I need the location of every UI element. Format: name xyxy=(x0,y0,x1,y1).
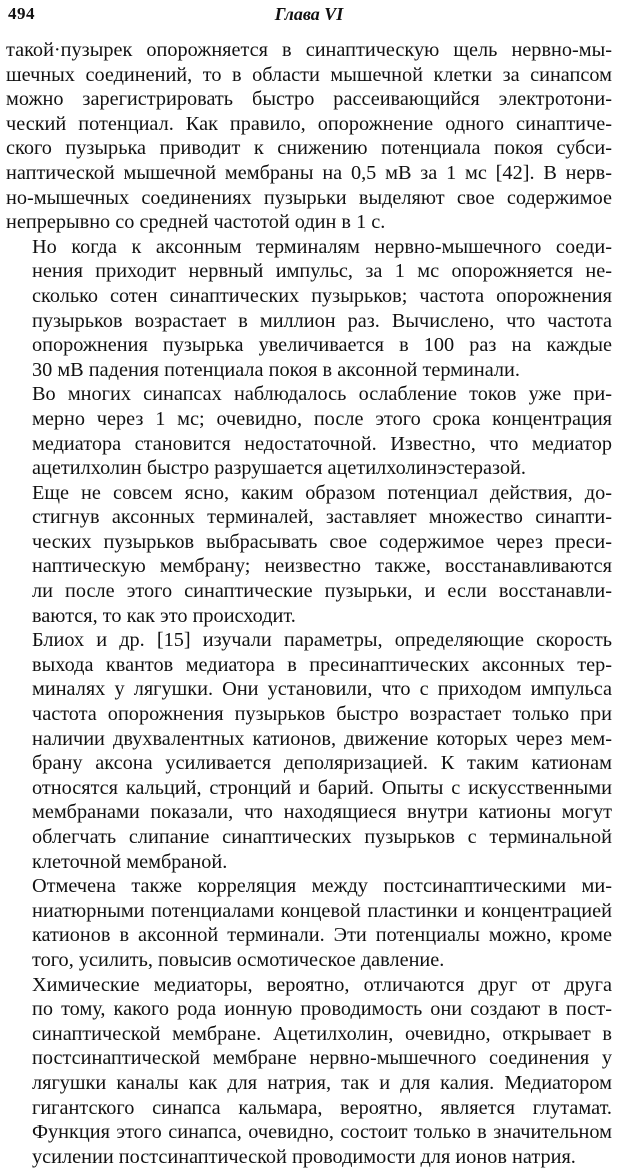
text-line: выхода квантов медиатора в пресинаптических аксонных тер- xyxy=(32,653,612,676)
text-line: пузырьков возрастает в миллион раз. Вычислено, что частота xyxy=(32,309,612,332)
text-line: усилении постсинаптической проводимости для ионов натрия. xyxy=(32,1145,576,1168)
text-line: ческий потенциал. Как правило, опорожнение одного синаптиче- xyxy=(6,112,612,135)
text-line: того, усилить, повысив осмотическое давление. xyxy=(32,948,445,971)
text-line: Блиох и др. [15] изучали параметры, определяющие скорость xyxy=(32,629,612,652)
text-line: Во многих синапсах наблюдалось ослабление токов уже при- xyxy=(32,383,612,406)
text-line: Функция этого синапса, очевидно, состоит только в значительном xyxy=(32,1121,612,1144)
text-line: синаптической мембране. Ацетилхолин, очевидно, открывает в xyxy=(32,1022,612,1045)
text-line: миналях у лягушки. Они установили, что с приходом импульса xyxy=(32,678,612,701)
text-line: клеточной мембраной. xyxy=(32,850,228,873)
text-line: облегчать слипание синаптических пузырьков с терминальной xyxy=(32,826,612,848)
text-line: ниатюрными потенциалами концевой пластинки и концентрацией xyxy=(32,899,612,922)
paragraph xyxy=(6,382,612,480)
text-line: ского пузырька приводит к снижению потенциала покоя субси- xyxy=(6,137,612,160)
text-line: Химические медиаторы, вероятно, отличаются друг от друга xyxy=(32,973,612,996)
text-line: можно зарегистрировать быстро рассеивающийся электротони- xyxy=(6,88,612,111)
page-number: 494 xyxy=(8,4,35,23)
text-line: стигнув аксонных терминалей, заставляет множество синапти- xyxy=(32,506,612,529)
text-line: наличии двухвалентных катионов, движение которых через мем- xyxy=(32,727,612,750)
text-line: гигантского синапса кальмара, вероятно, является глутамат. xyxy=(32,1096,612,1119)
text-line: наптической мышечной мембраны на 0,5 мВ за 1 мс [42]. В нерв- xyxy=(6,161,612,184)
paragraph xyxy=(6,38,612,235)
text-line: ваются, то как это происходит. xyxy=(32,604,296,627)
running-head: Глава VI xyxy=(274,4,344,24)
text-line: катионов в аксонной терминали. Эти потенциалы можно, кроме xyxy=(32,924,612,947)
text-line: лягушки каналы как для натрия, так и для калия. Медиатором xyxy=(32,1071,612,1094)
text-line: 30 мВ падения потенциала покоя в аксонной терминали. xyxy=(32,358,520,381)
paragraph xyxy=(6,874,612,972)
text-line: опорожнения пузырька увеличивается в 100 раз на каждые xyxy=(32,334,612,357)
text-line: Но когда к аксонным терминалям нервно-мышечного соеди- xyxy=(32,235,612,258)
text-line: сколько сотен синаптических пузырьков; частота опорожнения xyxy=(32,284,612,307)
text-line: шечных соединений, то в области мышечной клетки за синапсом xyxy=(6,63,612,86)
text-line: Еще не совсем ясно, каким образом потенциал действия, до- xyxy=(32,481,612,504)
text-line: ческих пузырьков выбрасывать свое содержимое через преси- xyxy=(32,530,612,553)
text-line: наптическую мембрану; неизвестно также, восстанавливаются xyxy=(32,555,612,578)
text-line: нения приходит нервный импульс, за 1 мс опорожняется не- xyxy=(32,260,612,283)
body-text xyxy=(6,38,612,1169)
text-line: медиатора становится недостаточной. Известно, что медиатор xyxy=(32,432,612,455)
text-line: такой·пузырек опорожняется в синаптическую щель нервно-мы- xyxy=(6,39,612,61)
text-line: но-мышечных соединениях пузырьки выделяют свое содержимое xyxy=(6,186,612,209)
text-line: брану аксона усиливается деполяризацией. К таким катионам xyxy=(32,752,612,775)
paragraph xyxy=(6,628,612,874)
text-line: по тому, какого рода ионную проводимость они создают в пост- xyxy=(32,998,612,1021)
page-header xyxy=(6,4,612,38)
text-line: частота опорожнения пузырьков быстро возрастает только при xyxy=(32,703,612,726)
text-line: мерно через 1 мс; очевидно, после этого срока концентрация xyxy=(32,407,612,430)
paragraph xyxy=(6,235,612,383)
text-line: Отмечена также корреляция между постсинаптическими ми- xyxy=(32,875,612,898)
text-line: непрерывно со средней частотой один в 1 с. xyxy=(6,211,386,234)
paragraph xyxy=(6,973,612,1169)
text-line: ацетилхолин быстро разрушается ацетилхолинэстеразой. xyxy=(32,457,526,480)
text-line: мембранами показали, что находящиеся внутри катионы могут xyxy=(32,801,612,824)
text-line: относятся кальций, стронций и барий. Опыты с искусственными xyxy=(32,776,612,799)
text-line: постсинаптической мембране нервно-мышечного соединения у xyxy=(32,1047,612,1070)
text-line: ли после этого синаптические пузырьки, и если восстанавли- xyxy=(32,580,612,603)
paragraph xyxy=(6,481,612,629)
